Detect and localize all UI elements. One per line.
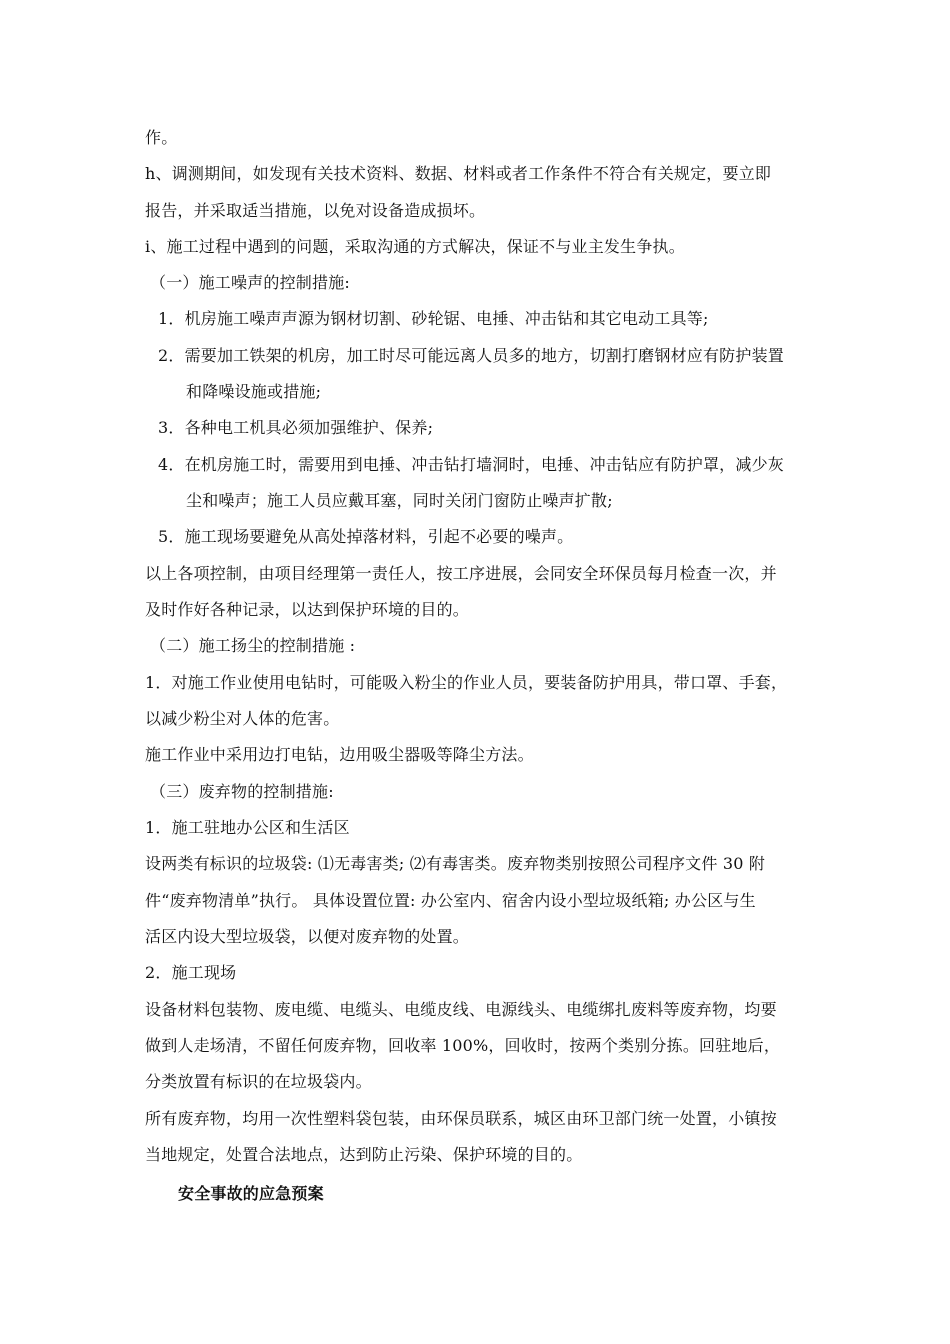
section-heading: （二）施工扬尘的控制措施 : bbox=[150, 636, 356, 655]
text-line: 1．施工驻地办公区和生活区 bbox=[145, 818, 350, 837]
text-line: 设备材料包装物、废电缆、电缆头、电缆皮线、电源线头、电缆绑扎废料等废弃物，均要 bbox=[145, 1000, 777, 1019]
text-line: 2．施工现场 bbox=[145, 963, 237, 982]
list-item: 3．各种电工机具必须加强维护、保养; bbox=[158, 418, 434, 437]
text-line: 做到人走场清，不留任何废弃物，回收率 100%，回收时，按两个类别分拣。回驻地后， bbox=[145, 1036, 781, 1055]
list-item-continuation: 和降噪设施或措施; bbox=[186, 382, 322, 401]
text-line: 分类放置有标识的在垃圾袋内。 bbox=[145, 1072, 372, 1091]
text-line: 以减少粉尘对人体的危害。 bbox=[145, 709, 340, 728]
text-line: i、施工过程中遇到的问题，采取沟通的方式解决，保证不与业主发生争执。 bbox=[145, 237, 685, 256]
text-line: 件“废弃物清单”执行。 具体设置位置: 办公室内、宿舍内设小型垃圾纸箱; 办公区与生 bbox=[145, 891, 756, 910]
list-item-continuation: 尘和噪声；施工人员应戴耳塞，同时关闭门窗防止噪声扩散; bbox=[186, 491, 613, 510]
text-line: 设两类有标识的垃圾袋: ⑴无毒害类; ⑵有毒害类。废弃物类别按照公司程序文件 30 附 bbox=[145, 854, 766, 873]
section-heading: （一）施工噪声的控制措施: bbox=[150, 273, 350, 292]
list-item: 1．机房施工噪声声源为钢材切割、砂轮锯、电捶、冲击钻和其它电动工具等; bbox=[158, 309, 709, 328]
section-heading: （三）废弃物的控制措施: bbox=[150, 782, 334, 801]
text-line: 以上各项控制，由项目经理第一责任人，按工序进展，会同安全环保员每月检查一次，并 bbox=[145, 564, 777, 583]
list-item: 2．需要加工铁架的机房，加工时尽可能远离人员多的地方，切割打磨钢材应有防护装置 bbox=[158, 346, 784, 365]
text-line: h、调测期间，如发现有关技术资料、数据、材料或者工作条件不符合有关规定，要立即 bbox=[145, 164, 772, 183]
text-line: 当地规定，处置合法地点，达到防止污染、保护环境的目的。 bbox=[145, 1145, 583, 1164]
list-item: 4．在机房施工时，需要用到电捶、冲击钻打墙洞时，电捶、冲击钻应有防护罩，减少灰 bbox=[158, 455, 784, 474]
list-item: 5．施工现场要避免从高处掉落材料，引起不必要的噪声。 bbox=[158, 527, 574, 546]
text-line: 所有废弃物，均用一次性塑料袋包装，由环保员联系，城区由环卫部门统一处置，小镇按 bbox=[145, 1109, 777, 1128]
text-line: 作。 bbox=[145, 128, 178, 147]
text-line: 施工作业中采用边打电钻，边用吸尘器吸等降尘方法。 bbox=[145, 745, 534, 764]
text-line: 及时作好各种记录，以达到保护环境的目的。 bbox=[145, 600, 470, 619]
text-line: 1．对施工作业使用电钻时，可能吸入粉尘的作业人员，要装备防护用具，带口罩、手套， bbox=[145, 673, 788, 692]
section-title: 安全事故的应急预案 bbox=[178, 1184, 324, 1203]
text-line: 活区内设大型垃圾袋，以便对废弃物的处置。 bbox=[145, 927, 470, 946]
text-line: 报告，并采取适当措施，以免对设备造成损坏。 bbox=[145, 201, 486, 220]
